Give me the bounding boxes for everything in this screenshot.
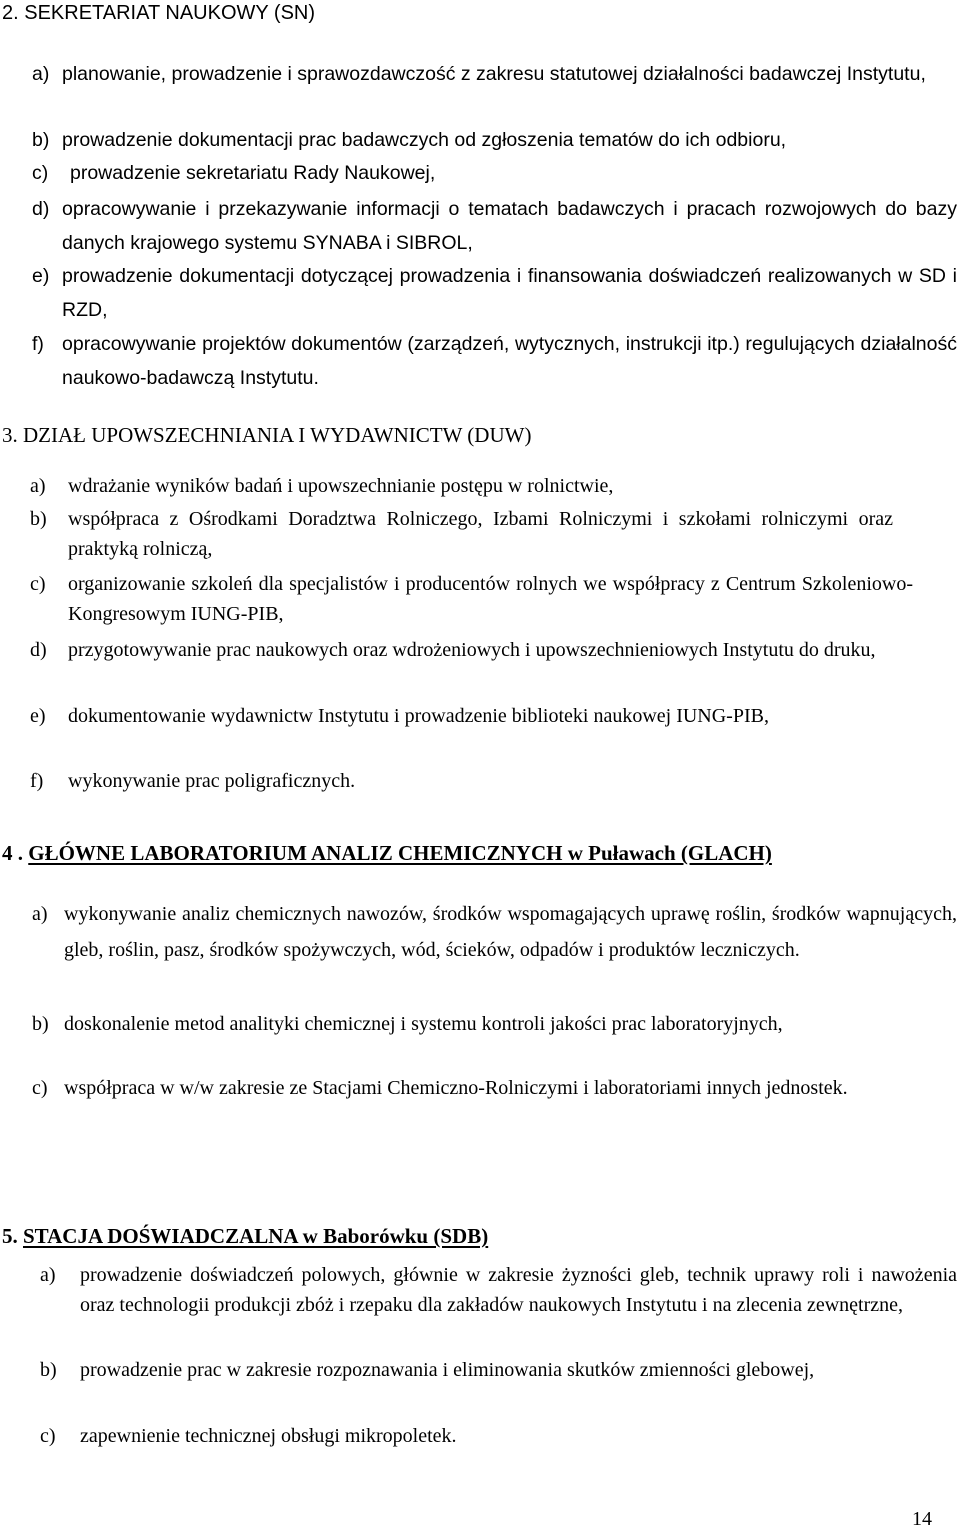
item-text: prowadzenie sekretariatu Rady Naukowej, — [70, 162, 436, 184]
section-heading: 3. DZIAŁ UPOWSZECHNIANIA I WYDAWNICTW (DUW) — [2, 423, 532, 447]
item-text: prowadzenie dokumentacji dotyczącej prowadzenia i finansowania doświadczeń realizowanych w SD i RZD, — [62, 265, 957, 321]
section-heading: 2. SEKRETARIAT NAUKOWY (SN) — [2, 2, 316, 24]
item-text: prowadzenie prac w zakresie rozpoznawania i eliminowania skutków zmienności glebowej, — [80, 1359, 815, 1381]
item-label: b) — [30, 508, 47, 530]
item-text: współpraca w w/w zakresie ze Stacjami Chemiczno-Rolniczymi i laboratoriami innych jednostek. — [64, 1077, 848, 1099]
item-label: b) — [32, 1013, 49, 1035]
item-text: planowanie, prowadzenie i sprawozdawczość z zakresu statutowej działalności badawczej Instytutu, — [62, 63, 926, 85]
item-text: organizowanie szkoleń dla specjalistów i producentów rolnych we współpracy z Centrum Szkoleniowo-Kongresowym IUNG-PIB, — [68, 573, 913, 625]
section-title: GŁÓWNE LABORATORIUM ANALIZ CHEMICZNYCH w Puławach (GLACH) — [28, 841, 772, 865]
item-label: a) — [32, 903, 48, 925]
section-heading — [2, 840, 772, 866]
item-label: c) — [40, 1425, 56, 1447]
item-text: współpraca z Ośrodkami Doradztwa Rolniczego, Izbami Rolniczymi i szkołami rolniczymi oraz praktyką rolniczą, — [68, 508, 893, 560]
section-number: 5. — [2, 1224, 23, 1248]
item-text: prowadzenie dokumentacji prac badawczych od zgłoszenia tematów do ich odbioru, — [62, 129, 787, 151]
item-label: f) — [32, 333, 44, 355]
item-label: c) — [32, 1077, 48, 1099]
item-text: dokumentowanie wydawnictw Instytutu i prowadzenie biblioteki naukowej IUNG-PIB, — [68, 705, 769, 727]
item-text: zapewnienie technicznej obsługi mikropoletek. — [80, 1425, 457, 1447]
item-text: opracowywanie projektów dokumentów (zarządzeń, wytycznych, instrukcji itp.) regulujących działalność naukowo-badawczą Instytutu. — [62, 333, 957, 389]
item-text: prowadzenie doświadczeń polowych, głównie w zakresie żyzności gleb, technik uprawy roli i nawożenia oraz technologii produkcji zbóż i rzepaku dla zakładów naukowych Instytutu i na zlecenia zewnętrzne, — [80, 1264, 957, 1316]
item-text: doskonalenie metod analityki chemicznej i systemu kontroli jakości prac laboratoryjnych, — [64, 1013, 783, 1035]
item-label: e) — [32, 265, 50, 287]
item-label: f) — [30, 770, 44, 792]
item-text: wdrażanie wyników badań i upowszechnianie postępu w rolnictwie, — [68, 475, 614, 497]
item-label: a) — [40, 1264, 56, 1286]
item-label: b) — [40, 1359, 57, 1381]
section-heading — [2, 1223, 488, 1249]
item-text: wykonywanie analiz chemicznych nawozów, środków wspomagających uprawę roślin, środków wapnujących, gleb, roślin, pasz, środków spożywczych, wód, ścieków, odpadów i produktów leczniczych. — [64, 903, 957, 961]
item-label: b) — [32, 129, 50, 151]
item-label: d) — [32, 198, 50, 220]
item-label: a) — [30, 475, 46, 497]
section-title: STACJA DOŚWIADCZALNA w Baborówku (SDB) — [23, 1224, 489, 1248]
item-text: wykonywanie prac poligraficznych. — [68, 770, 356, 792]
item-text: przygotowywanie prac naukowych oraz wdrożeniowych i upowszechnieniowych Instytutu do druku, — [68, 639, 876, 661]
item-label: e) — [30, 705, 46, 727]
page-number: 14 — [912, 1508, 932, 1530]
item-label: c) — [30, 573, 46, 595]
item-text: opracowywanie i przekazywanie informacji o tematach badawczych i pracach rozwojowych do bazy danych krajowego systemu SYNABA i SIBROL, — [62, 198, 957, 254]
section-number: 4 . — [2, 841, 29, 865]
item-label: a) — [32, 63, 50, 85]
item-label: d) — [30, 639, 47, 661]
item-label: c) — [32, 162, 49, 184]
